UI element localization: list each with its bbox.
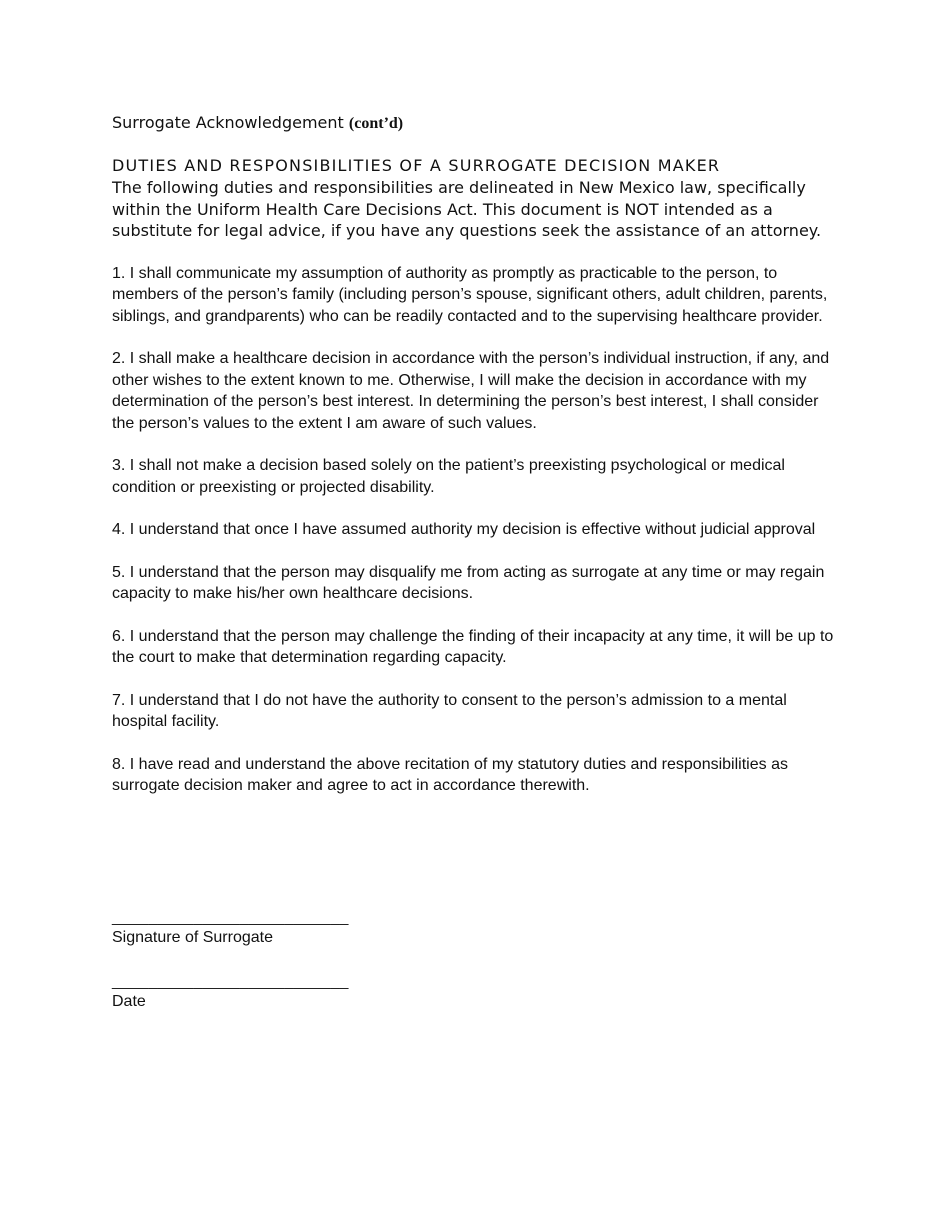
- date-line: __________________________: [112, 973, 349, 990]
- title-text: Surrogate Acknowledgement: [112, 113, 344, 132]
- date-label: Date: [112, 993, 146, 1010]
- duty-item-7: 7. I understand that I do not have the authority to consent to the person’s admission to a mental hospital facility.: [112, 691, 787, 730]
- duty-item-5: 5. I understand that the person may disqualify me from acting as surrogate at any time or may regain capacity to make his/her own healthcare decisions.: [112, 563, 825, 602]
- duty-item-1: 1. I shall communicate my assumption of authority as promptly as practicable to the person, to members of the person’s family (including person’s spouse, significant others, adult children, parents, siblings, and grandparents) who can be readily contacted and to the supervising healthcare provider.: [112, 264, 828, 325]
- title-suffix: (cont’d): [348, 115, 404, 132]
- duty-item-4: 4. I understand that once I have assumed authority my decision is effective without judicial approval: [112, 521, 816, 538]
- duty-item-3: 3. I shall not make a decision based solely on the patient’s preexisting psychological or medical condition or preexisting or projected disability.: [112, 457, 785, 496]
- page-title: [112, 112, 842, 135]
- signature-line: __________________________: [112, 909, 349, 926]
- duty-item-8: 8. I have read and understand the above recitation of my statutory duties and responsibilities as surrogate decision maker and agree to act in accordance therewith.: [112, 755, 788, 794]
- duty-item-6: 6. I understand that the person may challenge the finding of their incapacity at any time, it will be up to the court to make that determination regarding capacity.: [112, 627, 834, 666]
- section-heading: DUTIES AND RESPONSIBILITIES OF A SURROGATE DECISION MAKER: [112, 156, 721, 175]
- duty-item-2: 2. I shall make a healthcare decision in accordance with the person’s individual instruction, if any, and other wishes to the extent known to me. Otherwise, I will make the decision in accordance with my determination of the person’s best interest. In determining the person’s best interest, I shall consider the person’s values to the extent I am aware of such values.: [112, 350, 830, 432]
- date-block: [112, 972, 349, 1012]
- signature-label: Signature of Surrogate: [112, 929, 273, 946]
- document-body: [112, 112, 842, 797]
- signature-block: [112, 908, 349, 948]
- intro-paragraph: The following duties and responsibilities are delineated in New Mexico law, specifically within the Uniform Health Care Decisions Act. This document is NOT intended as a substitute for legal advice, if you have any questions seek the assistance of an attorney.: [112, 178, 822, 240]
